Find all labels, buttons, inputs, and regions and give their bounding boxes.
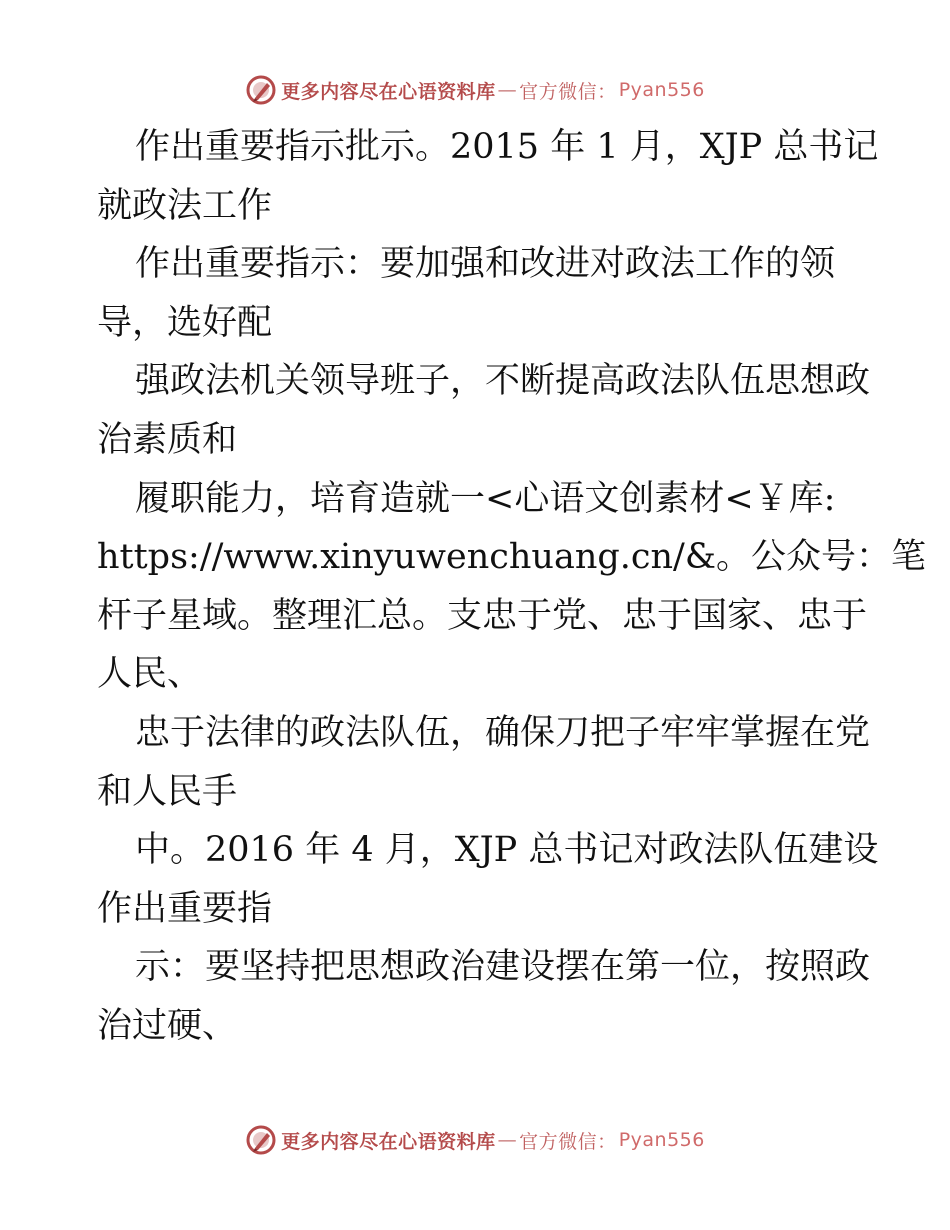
body-line: 中。2016 年 4 月，XJP 总书记对政法队伍建设	[135, 830, 879, 871]
watermark-separator: —	[497, 1129, 518, 1151]
watermark-wechat-id: Pyan556	[618, 79, 705, 101]
document-body	[97, 118, 926, 1056]
body-line: 强政法机关领导班子，不断提高政法队伍思想政	[135, 361, 871, 402]
body-line: 和人民手	[97, 771, 238, 812]
body-line: 治过硬、	[97, 1005, 238, 1046]
body-line: https://www.xinyuwenchuang.cn/&。公众号：笔	[97, 537, 926, 578]
body-line: 作出重要指示：要加强和改进对政法工作的领	[135, 244, 836, 285]
watermark-label: 官方微信：	[519, 1130, 617, 1153]
footer-watermark	[0, 1118, 950, 1162]
body-line: 人民、	[97, 654, 203, 695]
body-line: 忠于法律的政法队伍，确保刀把子牢牢掌握在党	[135, 712, 871, 753]
watermark-wechat-id: Pyan556	[618, 1129, 705, 1151]
body-line: 作出重要指示批示。2015 年 1 月，XJP 总书记	[135, 127, 879, 167]
pen-circle-logo-icon	[245, 74, 277, 106]
body-line: 作出重要指	[97, 888, 273, 929]
body-line: 就政法工作	[97, 185, 273, 226]
header-watermark	[0, 68, 950, 112]
body-line: 履职能力，培育造就一<心语文创素材<￥库:	[135, 478, 836, 519]
watermark-title: 更多内容尽在心语资料库	[281, 80, 496, 103]
watermark-label: 官方微信：	[519, 80, 617, 103]
watermark-title: 更多内容尽在心语资料库	[281, 1130, 496, 1153]
body-line: 示：要坚持把思想政治建设摆在第一位，按照政	[135, 947, 871, 988]
body-line: 治素质和	[97, 419, 238, 460]
body-line: 杆子星域。整理汇总。支忠于党、忠于国家、忠于	[97, 595, 868, 636]
body-line: 导，选好配	[97, 302, 273, 343]
pen-circle-logo-icon	[245, 1124, 277, 1156]
watermark-separator: —	[497, 79, 518, 101]
